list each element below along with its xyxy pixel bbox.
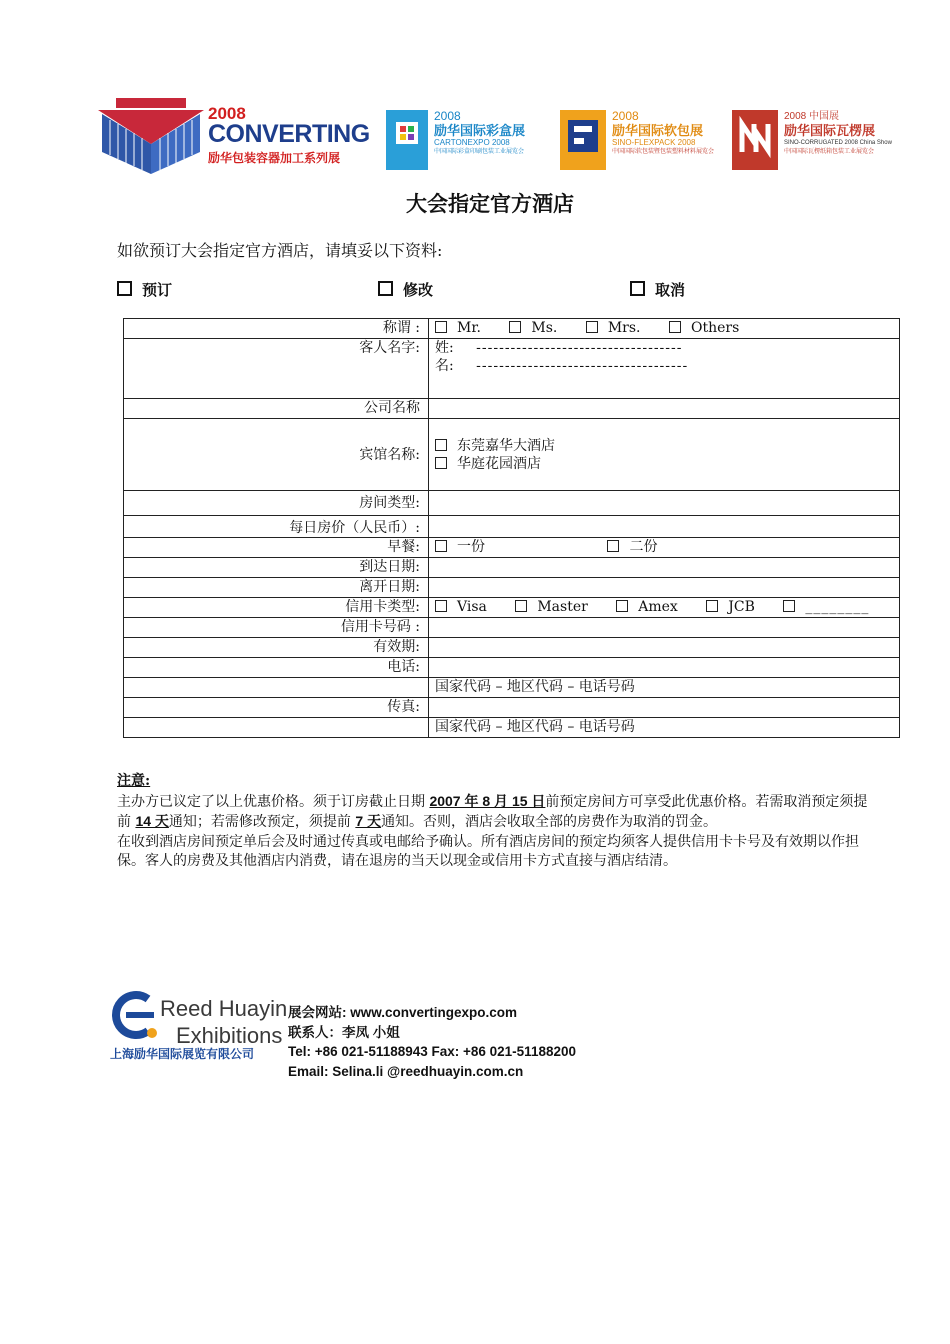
cartonexpo-logo	[386, 92, 536, 176]
option-others[interactable]: Others	[690, 320, 740, 336]
cartonexpo-emblem-icon	[386, 110, 428, 170]
company-label: 公司名称	[124, 399, 429, 419]
contact-person: 联系人：李凤 小姐	[288, 1024, 400, 1040]
checkbox-icon[interactable]	[509, 321, 521, 333]
breakfast-options	[429, 538, 900, 558]
fax-format-spacer	[124, 718, 429, 738]
checkbox-icon[interactable]	[706, 600, 718, 612]
converting-emblem-icon	[96, 92, 206, 176]
surname-line[interactable]: ------------------------------------	[476, 340, 683, 356]
corrugated-english: SINO-CORRUGATED 2008 China Show	[784, 140, 892, 146]
row-company	[124, 399, 900, 419]
notice-text-d: 通知。否则，酒店会收取全部的房费作为取消的罚金。	[381, 814, 718, 830]
notice-text-c: 通知；若需修改预定，须提前	[168, 814, 356, 830]
salutation-options	[429, 319, 900, 339]
phone-field[interactable]	[429, 658, 900, 678]
row-card-type	[124, 598, 900, 618]
row-hotel	[124, 419, 900, 491]
flexpack-english: SINO-FLEXPACK 2008	[612, 138, 696, 147]
arrival-field[interactable]	[429, 558, 900, 578]
cartonexpo-english: CARTONEXPO 2008	[434, 138, 510, 147]
row-fax	[124, 698, 900, 718]
corrugated-name: 励华国际瓦楞展	[784, 123, 876, 138]
checkbox-icon[interactable]	[607, 540, 619, 552]
action-book[interactable]	[117, 279, 172, 300]
departure-label: 离开日期:	[124, 578, 429, 598]
breakfast-label: 早餐:	[124, 538, 429, 558]
breakfast-option-double[interactable]: 二份	[629, 539, 658, 555]
company-name-line2: Exhibitions	[176, 1023, 283, 1048]
notice-paragraph-2: 在收到酒店房间预定单后会及时通过传真或电邮给予确认。所有酒店房间的预定均须客人提供信用卡卡号及有效期以作担保。客人的房费及其他酒店内消费，请在退房的当天以现金或信用卡方式直接与酒店结清。	[117, 833, 859, 869]
reed-huayin-logo-icon	[108, 989, 160, 1041]
flexpack-emblem-icon	[560, 110, 606, 170]
row-guest-name	[124, 339, 900, 399]
corrugated-emblem-icon	[732, 110, 778, 170]
contact-info	[288, 1003, 576, 1081]
row-card-number	[124, 618, 900, 638]
row-rate	[124, 516, 900, 538]
card-option-other-line[interactable]: ________	[805, 599, 870, 615]
intro-text: 如欲预订大会指定官方酒店，请填妥以下资料:	[117, 241, 443, 260]
room-type-label: 房间类型:	[124, 491, 429, 516]
checkbox-icon[interactable]	[783, 600, 795, 612]
checkbox-icon[interactable]	[669, 321, 681, 333]
flexpack-name: 励华国际软包展	[612, 123, 704, 138]
row-expiry	[124, 638, 900, 658]
phone-format-spacer	[124, 678, 429, 698]
cartonexpo-name: 励华国际彩盒展	[434, 123, 526, 138]
checkbox-icon[interactable]	[435, 600, 447, 612]
row-breakfast	[124, 538, 900, 558]
checkbox-icon[interactable]	[515, 600, 527, 612]
expiry-field[interactable]	[429, 638, 900, 658]
departure-field[interactable]	[429, 578, 900, 598]
checkbox-icon[interactable]	[616, 600, 628, 612]
checkbox-icon[interactable]	[117, 281, 132, 296]
action-cancel-label: 取消	[655, 281, 686, 299]
rate-label: 每日房价（人民币）:	[124, 516, 429, 538]
hotel-option-1[interactable]: 东莞嘉华大酒店	[457, 437, 555, 454]
footer	[108, 985, 708, 1085]
row-fax-format	[124, 718, 900, 738]
room-type-field[interactable]	[429, 491, 900, 516]
notice-section	[117, 772, 877, 872]
tel-fax: Tel: +86 021-51188943 Fax: +86 021-51188200	[288, 1044, 576, 1059]
action-modify-label: 修改	[403, 281, 434, 299]
company-chinese-name: 上海励华国际展览有限公司	[110, 1047, 255, 1061]
arrival-label: 到达日期:	[124, 558, 429, 578]
cartonexpo-year: 2008	[434, 109, 461, 123]
checkbox-icon[interactable]	[435, 457, 447, 469]
hotel-options	[429, 419, 900, 491]
exhibition-logos-banner	[96, 92, 896, 176]
website-text[interactable]: 展会网站: www.convertingexpo.com	[288, 1005, 518, 1020]
converting-subtitle: 励华包装容器加工系列展	[208, 151, 341, 165]
card-type-label: 信用卡类型:	[124, 598, 429, 618]
row-phone-format	[124, 678, 900, 698]
checkbox-icon[interactable]	[435, 540, 447, 552]
breakfast-option-single[interactable]: 一份	[457, 539, 485, 555]
rate-field[interactable]	[429, 516, 900, 538]
checkbox-icon[interactable]	[586, 321, 598, 333]
action-book-label: 预订	[142, 281, 173, 299]
flexpack-logo	[560, 92, 730, 176]
card-option-master[interactable]: Master	[537, 599, 588, 615]
card-option-visa[interactable]: Visa	[457, 599, 487, 615]
notice-modify-days: 7 天	[355, 813, 382, 829]
fax-format-hint: 国家代码 – 地区代码 – 电话号码	[429, 718, 900, 738]
flexpack-chinese: 中国国际软包装暨包装塑料材料展览会	[612, 149, 715, 155]
option-mr[interactable]: Mr.	[457, 320, 481, 336]
surname-label: 姓:	[435, 340, 454, 356]
booking-form-table	[123, 318, 900, 738]
row-room-type	[124, 491, 900, 516]
corrugated-chinese: 中国国际瓦楞纸箱包装工业展览会	[784, 149, 875, 155]
checkbox-icon[interactable]	[435, 321, 447, 333]
card-type-options	[429, 598, 900, 618]
given-name-line[interactable]: -------------------------------------	[476, 358, 689, 374]
guest-name-fields[interactable]	[429, 339, 900, 399]
notice-cancel-days: 14 天	[135, 813, 169, 829]
given-name-label: 名:	[435, 358, 454, 374]
corrugated-logo	[732, 92, 902, 176]
checkbox-icon[interactable]	[378, 281, 393, 296]
page-title: 大会指定官方酒店	[406, 192, 574, 216]
action-cancel[interactable]	[630, 279, 685, 300]
flexpack-year: 2008	[612, 109, 639, 123]
company-field[interactable]	[429, 399, 900, 419]
converting-year: 2008	[208, 104, 246, 123]
notice-paragraph-1	[117, 792, 877, 833]
guest-name-label: 客人名字:	[124, 339, 429, 399]
checkbox-icon[interactable]	[435, 439, 447, 451]
corrugated-year: 2008 中国展	[784, 111, 840, 122]
phone-label: 电话:	[124, 658, 429, 678]
card-option-amex[interactable]: Amex	[638, 599, 678, 615]
fax-label: 传真:	[124, 698, 429, 718]
notice-text-b: 前预定房间方可享受此优惠价格。若需取消预定须提前	[117, 793, 868, 830]
row-salutation	[124, 319, 900, 339]
row-arrival	[124, 558, 900, 578]
converting-logo	[96, 92, 370, 176]
card-number-field[interactable]	[429, 618, 900, 638]
option-ms[interactable]: Ms.	[531, 320, 558, 336]
option-mrs[interactable]: Mrs.	[607, 320, 641, 336]
checkbox-icon[interactable]	[630, 281, 645, 296]
notice-text-a: 主办方已议定了以上优惠价格。须于订房截止日期	[117, 793, 430, 810]
hotel-option-2[interactable]: 华庭花园酒店	[457, 455, 541, 472]
card-option-jcb[interactable]: JCB	[728, 599, 755, 615]
fax-field[interactable]	[429, 698, 900, 718]
company-name: Reed Huayin	[160, 996, 288, 1021]
row-phone	[124, 658, 900, 678]
card-number-label: 信用卡号码 :	[124, 618, 429, 638]
expiry-label: 有效期:	[124, 638, 429, 658]
notice-deadline: 2007 年 8 月 15 日	[429, 792, 546, 809]
phone-format-hint: 国家代码 – 地区代码 – 电话号码	[429, 678, 900, 698]
notice-heading: 注意:	[117, 773, 151, 789]
email-text[interactable]: Email: Selina.li @reedhuayin.com.cn	[288, 1063, 524, 1079]
action-modify[interactable]	[378, 279, 433, 300]
cartonexpo-chinese: 中国国际彩盒印刷包装工业展览会	[434, 149, 525, 155]
row-departure	[124, 578, 900, 598]
converting-name: CONVERTING	[208, 120, 370, 148]
salutation-label: 称谓 :	[124, 319, 429, 339]
hotel-label: 宾馆名称:	[124, 419, 429, 491]
